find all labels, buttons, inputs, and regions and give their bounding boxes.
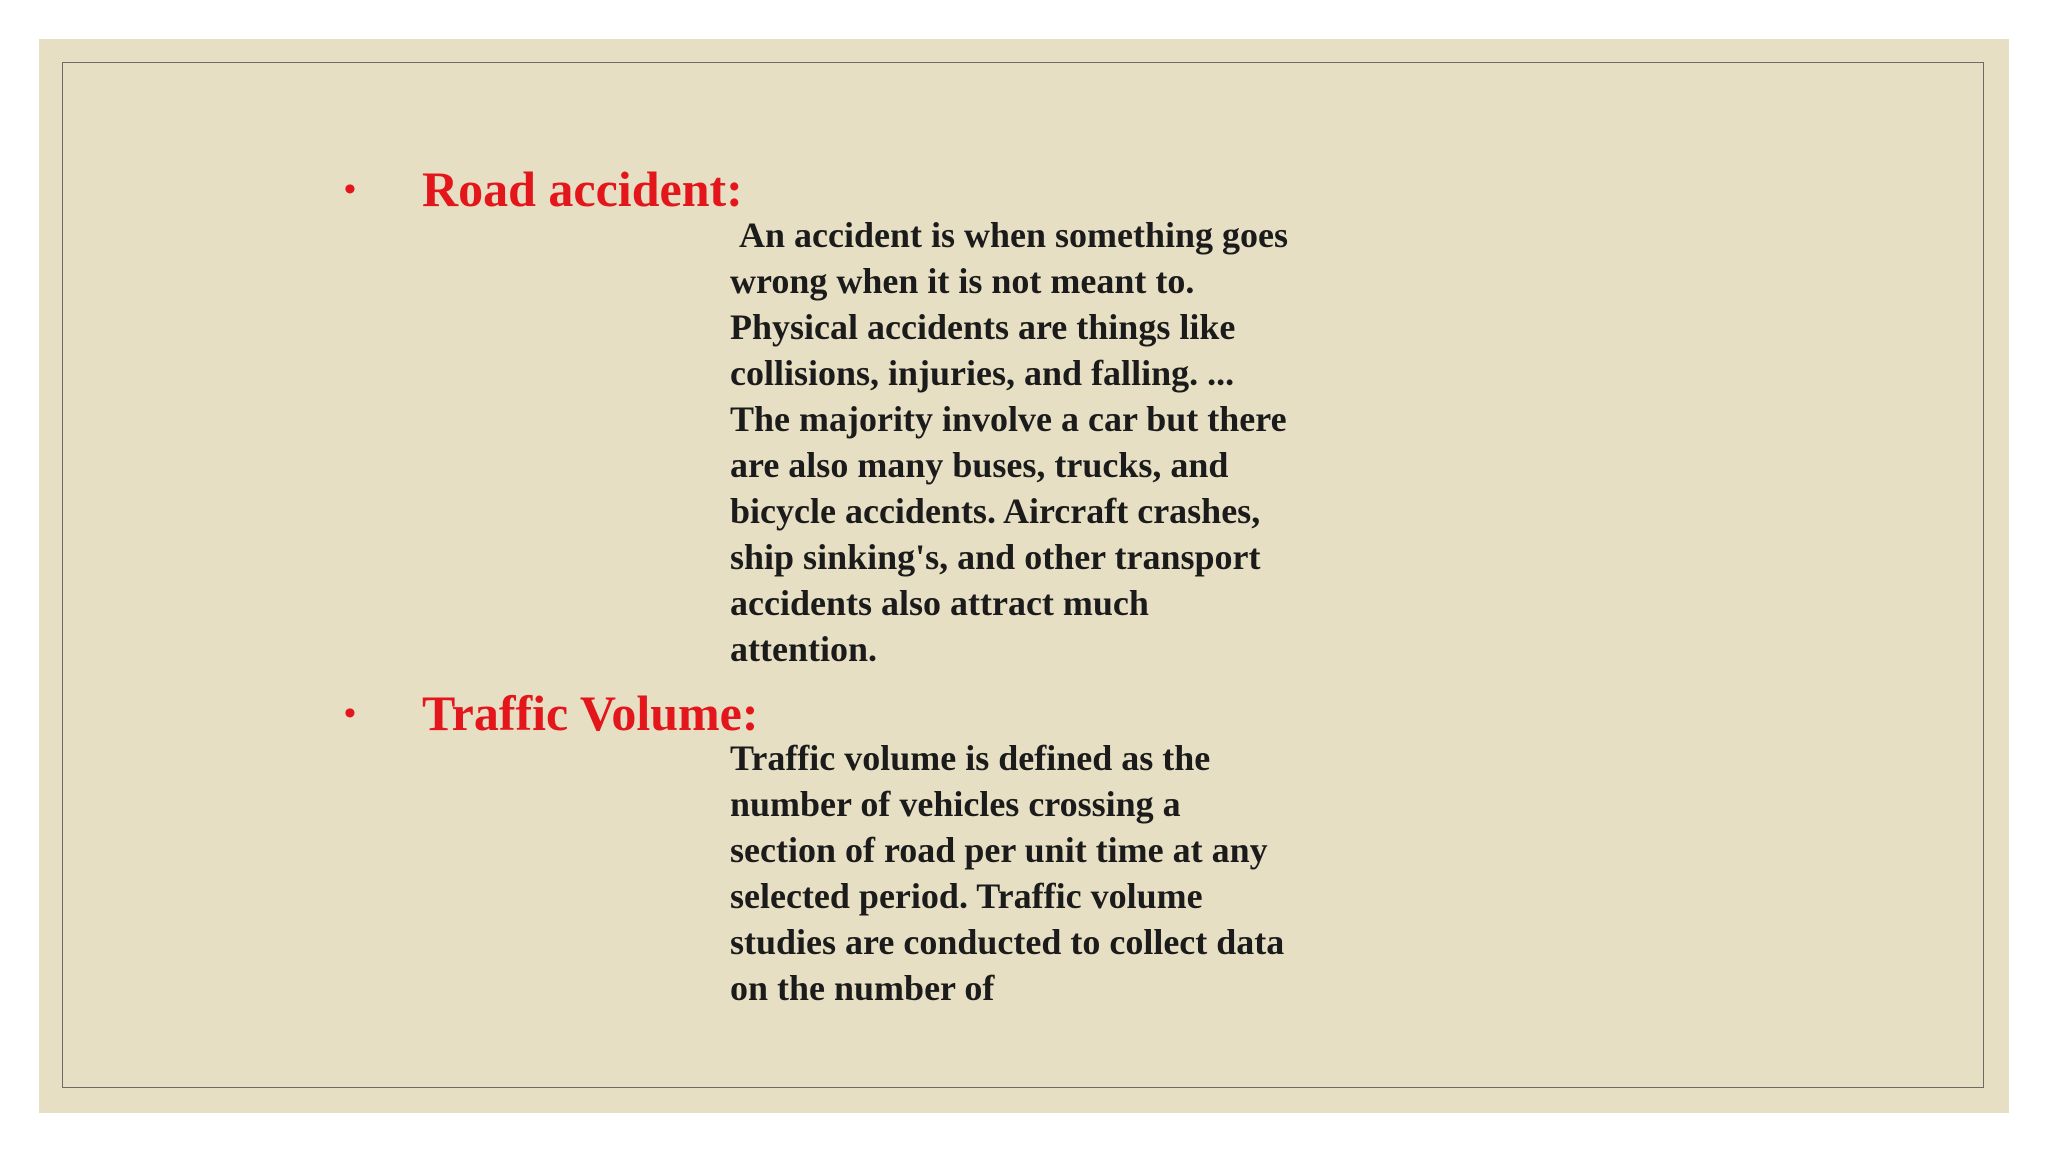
paragraph-line: attention.	[730, 629, 877, 669]
paragraph-line: number of vehicles crossing a	[730, 784, 1181, 824]
road-accident-paragraph	[730, 212, 1288, 672]
paragraph-line: are also many buses, trucks, and	[730, 445, 1229, 485]
paragraph-line: selected period. Traffic volume	[730, 876, 1203, 916]
bullet-point: •	[344, 695, 356, 732]
paragraph-line: An accident is when something goes	[739, 215, 1289, 255]
heading-road-accident: Road accident:	[422, 161, 743, 217]
traffic-volume-paragraph	[730, 735, 1284, 1011]
paragraph-line: studies are conducted to collect data	[730, 922, 1285, 962]
paragraph-line: section of road per unit time at any	[730, 830, 1268, 870]
paragraph-line: Traffic volume is defined as the	[730, 738, 1211, 778]
paragraph-line: bicycle accidents. Aircraft crashes,	[730, 491, 1261, 531]
paragraph-line: The majority involve a car but there	[730, 399, 1287, 439]
paragraph-line: wrong when it is not meant to.	[730, 261, 1195, 301]
slide	[39, 39, 2009, 1113]
paragraph-line: ship sinking's, and other transport	[730, 537, 1261, 577]
paragraph-line: collisions, injuries, and falling. ...	[730, 353, 1235, 393]
paragraph-line: accidents also attract much	[730, 583, 1149, 623]
paragraph-line: on the number of	[730, 968, 995, 1008]
bullet-point: •	[344, 171, 356, 208]
paragraph-line: Physical accidents are things like	[730, 307, 1236, 347]
heading-traffic-volume: Traffic Volume:	[422, 685, 759, 741]
